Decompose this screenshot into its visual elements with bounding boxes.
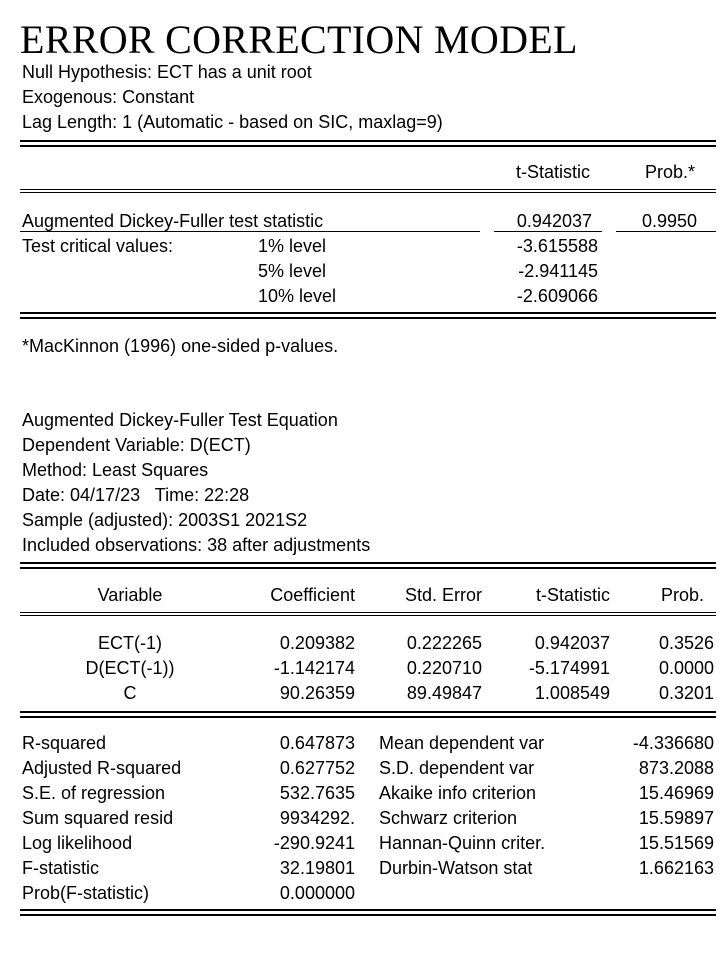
crit-level-label: 5% level [258,261,327,281]
underline [494,231,602,232]
table-cell: ECT(-1) [98,633,162,653]
date-time: Date: 04/17/23 Time: 22:28 [22,485,250,505]
coef-header: Variable [97,585,163,605]
adf-header-prob: Prob.* [644,162,695,182]
stat-value: 32.19801 [279,858,355,878]
stat-value: 15.51569 [638,833,714,853]
stat-label: F-statistic [22,858,100,878]
coef-header: Std. Error [404,585,482,605]
rule [20,914,716,916]
rule [20,189,716,190]
stat-label: Hannan-Quinn criter. [379,833,546,853]
stat-value: 0.627752 [279,758,355,778]
lag-length: Lag Length: 1 (Automatic - based on SIC, maxlag=9) [22,112,443,132]
stat-value: 9934292. [279,808,355,828]
rule [20,145,716,147]
sample: Sample (adjusted): 2003S1 2021S2 [22,510,308,530]
rule [20,615,716,616]
footnote: *MacKinnon (1996) one-sided p-values. [22,336,339,356]
crit-label: Test critical values: [22,236,174,256]
rule [20,567,716,569]
rule [20,562,716,564]
adf-stat-label: Augmented Dickey-Fuller test statistic [22,211,324,231]
rule [20,140,716,142]
stat-value: -4.336680 [632,733,714,753]
rule [20,192,716,193]
stat-label: Sum squared resid [22,808,174,828]
table-cell: 0.220710 [406,658,482,678]
stat-label: Prob(F-statistic) [22,883,150,903]
stat-value: 873.2088 [638,758,714,778]
rule [20,612,716,613]
rule [20,716,716,718]
crit-level-label: 1% level [258,236,327,256]
equation-title: Augmented Dickey-Fuller Test Equation [22,410,338,430]
table-cell: D(ECT(-1)) [85,658,175,678]
rule [20,312,716,314]
crit-level-value: -2.609066 [516,286,598,306]
stat-label: S.E. of regression [22,783,166,803]
stat-value: 0.000000 [279,883,355,903]
page-title: ERROR CORRECTION MODEL [20,17,578,62]
table-cell: 90.26359 [279,683,355,703]
rule [20,711,716,713]
null-hypothesis: Null Hypothesis: ECT has a unit root [22,62,312,82]
stat-value: 0.647873 [279,733,355,753]
underline [616,231,716,232]
stat-label: Akaike info criterion [379,783,537,803]
stat-value: 15.59897 [638,808,714,828]
method: Method: Least Squares [22,460,209,480]
coef-header: Prob. [660,585,704,605]
adf-header-tstat: t-Statistic [515,162,590,182]
table-cell: 89.49847 [406,683,482,703]
table-cell: -5.174991 [528,658,610,678]
stat-label: Mean dependent var [379,733,545,753]
table-cell: 0.942037 [534,633,610,653]
rule [20,317,716,319]
table-cell: 0.3526 [658,633,714,653]
stat-value: -290.9241 [273,833,355,853]
coef-header: Coefficient [270,585,355,605]
table-cell: 0.3201 [658,683,714,703]
stat-label: R-squared [22,733,107,753]
crit-level-value: -2.941145 [518,261,598,281]
table-cell: 0.222265 [406,633,482,653]
table-cell: C [123,683,137,703]
stat-value: 1.662163 [638,858,714,878]
rule [20,909,716,911]
crit-level-label: 10% level [258,286,337,306]
table-cell: -1.142174 [273,658,355,678]
stat-label: Durbin-Watson stat [379,858,533,878]
stat-label: S.D. dependent var [379,758,535,778]
adf-stat-value: 0.942037 [516,211,592,231]
table-cell: 0.0000 [658,658,714,678]
crit-level-value: -3.615588 [516,236,598,256]
table-cell: 1.008549 [534,683,610,703]
stat-value: 532.7635 [279,783,355,803]
exogenous: Exogenous: Constant [22,87,195,107]
coef-header: t-Statistic [535,585,610,605]
dependent-variable: Dependent Variable: D(ECT) [22,435,251,455]
stat-label: Log likelihood [22,833,133,853]
table-cell: 0.209382 [279,633,355,653]
stat-label: Adjusted R-squared [22,758,182,778]
stat-label: Schwarz criterion [379,808,518,828]
underline [20,231,480,232]
observations: Included observations: 38 after adjustments [22,535,371,555]
adf-stat-prob: 0.9950 [641,211,697,231]
stat-value: 15.46969 [638,783,714,803]
